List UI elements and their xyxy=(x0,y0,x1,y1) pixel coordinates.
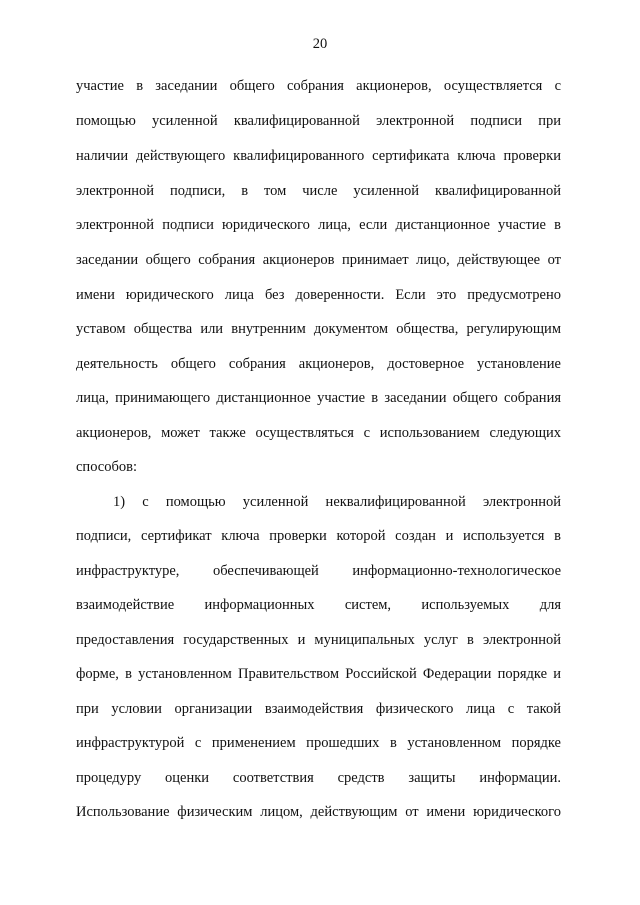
text-line: при условии организации взаимодействия физического лица с такой xyxy=(76,701,561,717)
text-line: способов: xyxy=(76,459,137,475)
text-line: процедуру оценки соответствия средств защиты информации. xyxy=(76,770,561,786)
page-number: 20 xyxy=(312,36,328,52)
text-line: деятельность общего собрания акционеров, достоверное установление xyxy=(76,356,561,372)
text-line: уставом общества или внутренним документом общества, регулирующим xyxy=(76,321,561,337)
text-line: акционеров, может также осуществляться с использованием следующих xyxy=(76,425,561,441)
text-line: предоставления государственных и муниципальных услуг в электронной xyxy=(76,632,561,648)
text-line: электронной подписи юридического лица, если дистанционное участие в xyxy=(76,217,561,233)
text-line: заседании общего собрания акционеров принимает лицо, действующее от xyxy=(76,252,561,268)
text-line: форме, в установленном Правительством Российской Федерации порядке и xyxy=(76,666,561,682)
text-line: взаимодействие информационных систем, используемых для xyxy=(76,597,561,613)
text-line: помощью усиленной квалифицированной электронной подписи при xyxy=(76,113,561,129)
text-line: подписи, сертификат ключа проверки которой создан и используется в xyxy=(76,528,561,544)
text-line: инфраструктуре, обеспечивающей информационно-технологическое xyxy=(76,563,561,579)
text-line: наличии действующего квалифицированного сертификата ключа проверки xyxy=(76,148,561,164)
text-line: инфраструктурой с применением прошедших в установленном порядке xyxy=(76,735,561,751)
text-line: лица, принимающего дистанционное участие в заседании общего собрания xyxy=(76,390,561,406)
text-line: 1) с помощью усиленной неквалифицированной электронной xyxy=(113,494,561,510)
text-line: участие в заседании общего собрания акционеров, осуществляется с xyxy=(76,78,561,94)
text-line: имени юридического лица без доверенности. Если это предусмотрено xyxy=(76,287,561,303)
text-line: Использование физическим лицом, действующим от имени юридического xyxy=(76,804,561,820)
text-line: электронной подписи, в том числе усиленной квалифицированной xyxy=(76,183,561,199)
